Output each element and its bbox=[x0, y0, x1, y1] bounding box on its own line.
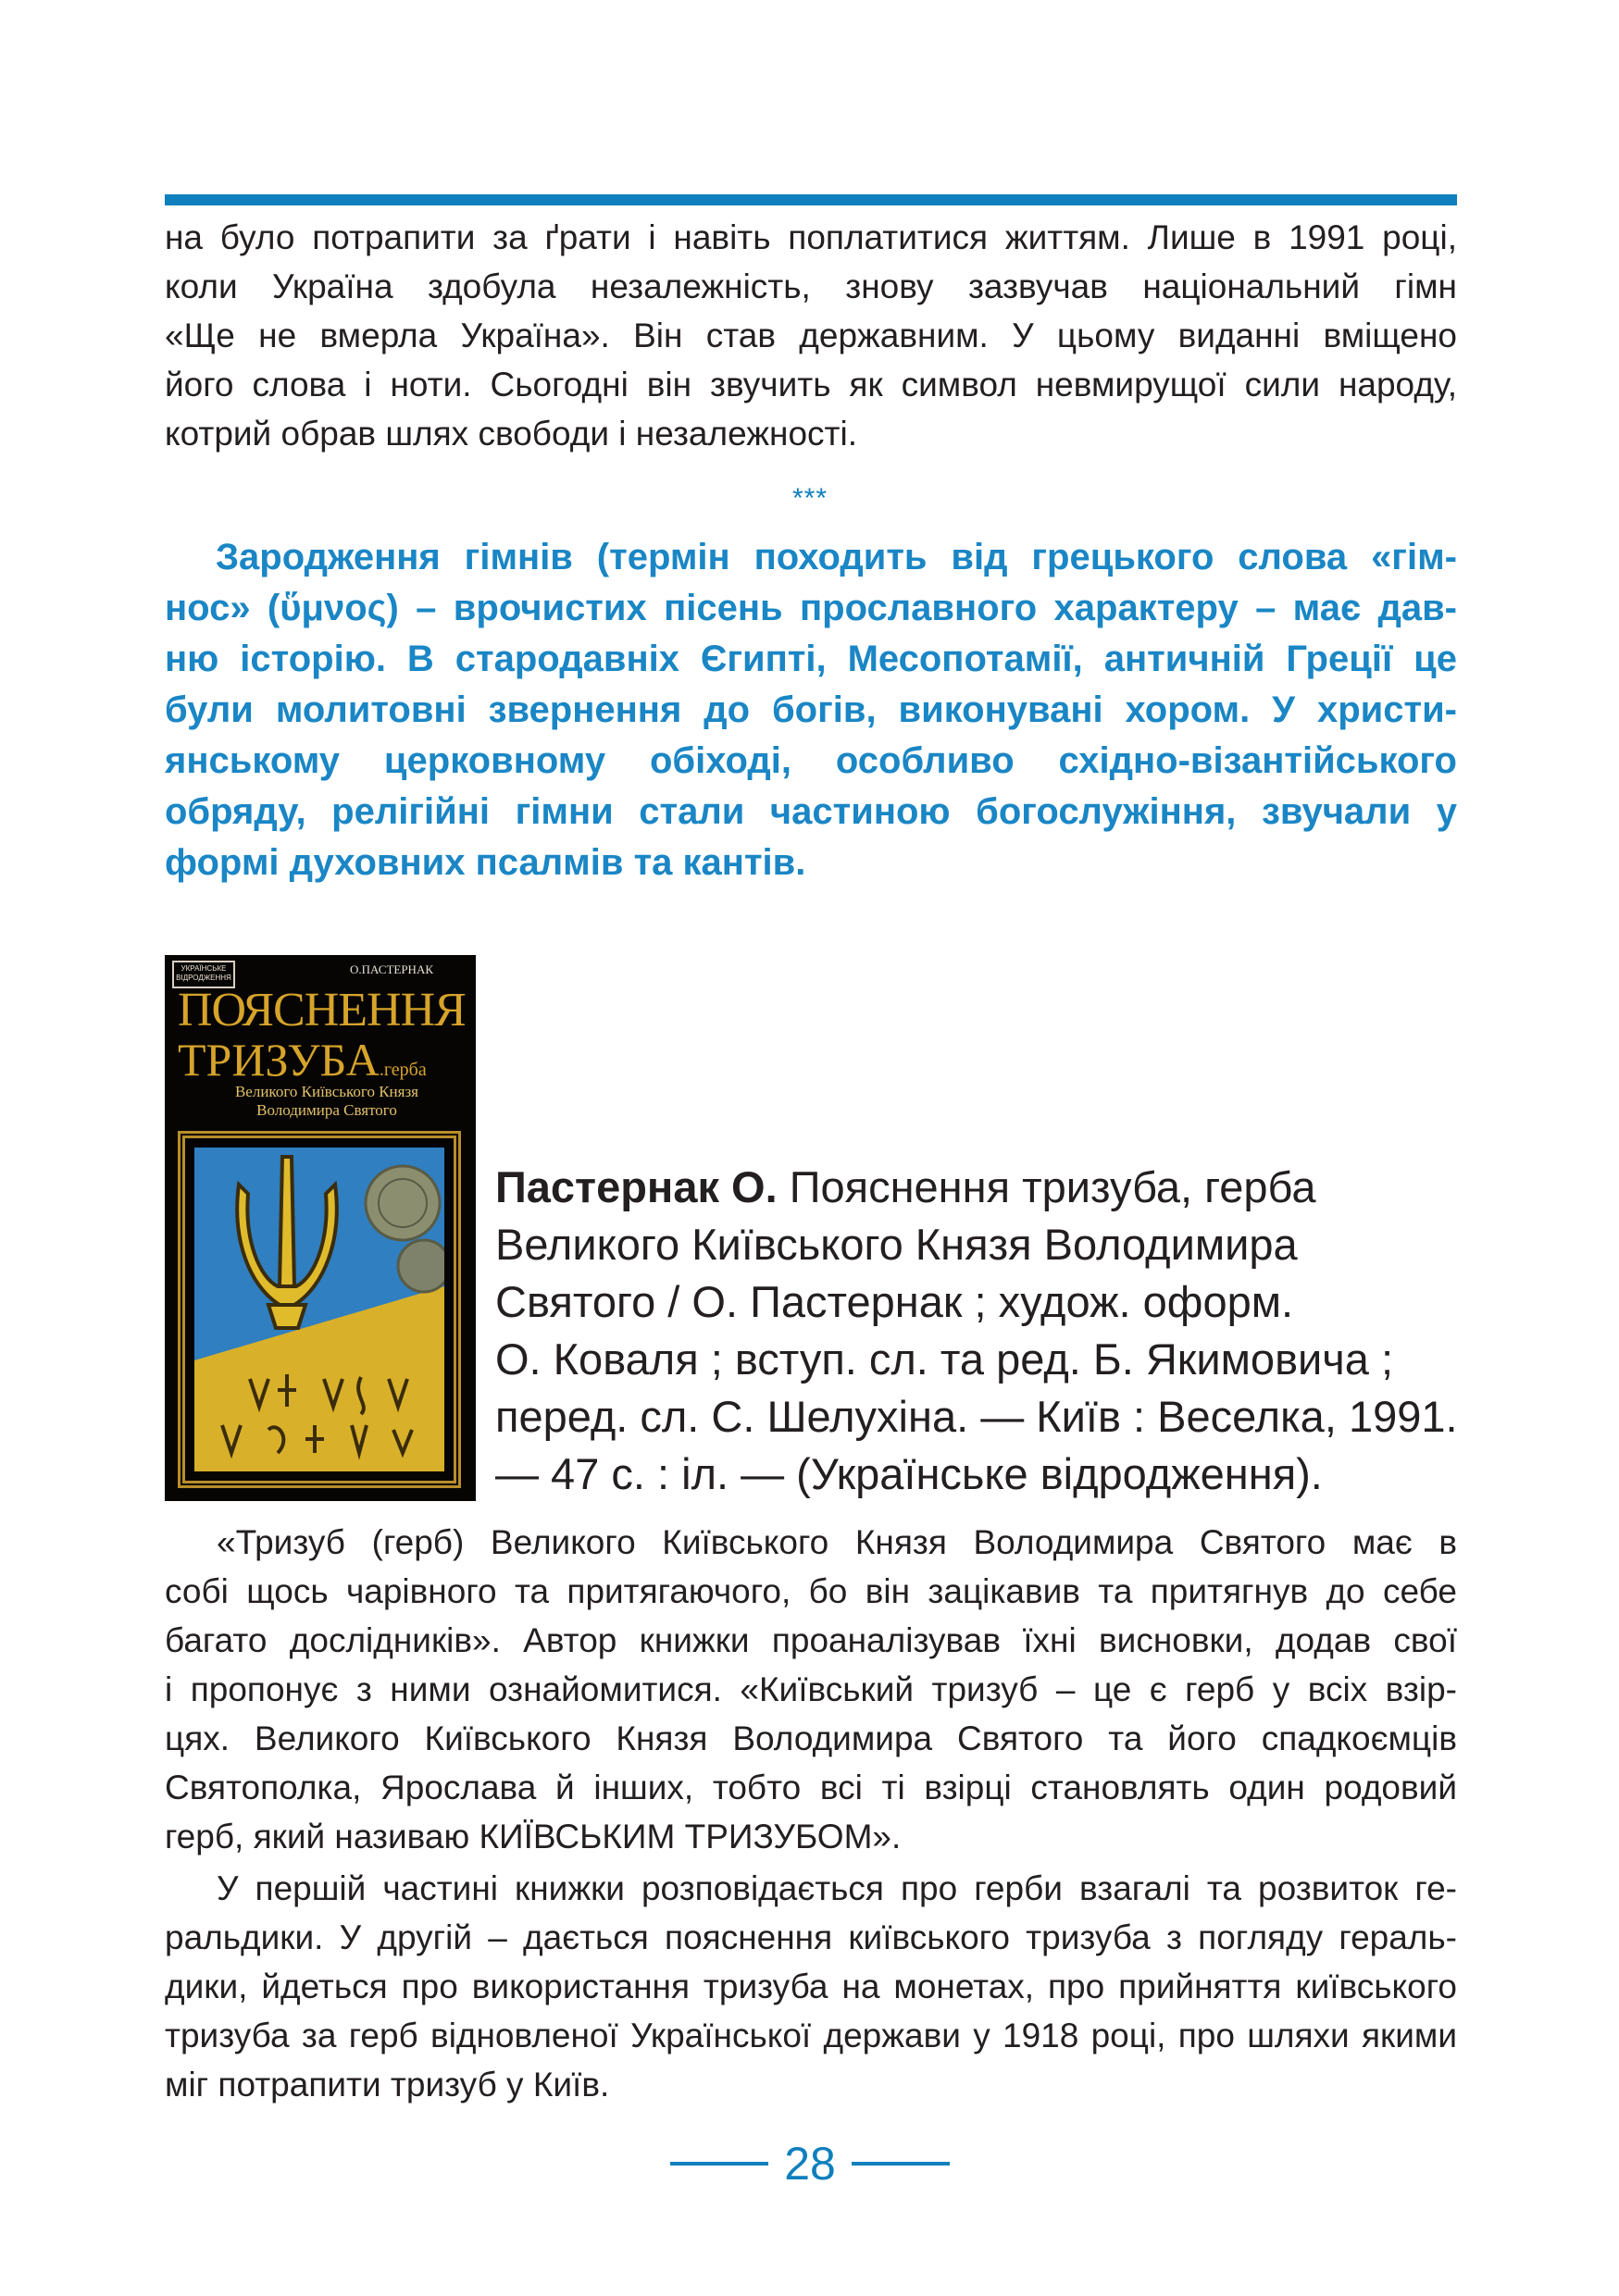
citation-author: Пастернак О. bbox=[495, 1162, 778, 1211]
cover-subtitle-line: Великого Київського Князя bbox=[234, 1083, 419, 1100]
text-line: герб, який називаю КИЇВСЬКИМ ТРИЗУБОМ». bbox=[165, 1818, 902, 1855]
text-line: були молитовні звернення до богів, виконувані хором. У христи- bbox=[165, 689, 1457, 730]
text-line: собі щось чарівного та притягаючого, бо він зацікавив та притягнув до себе bbox=[165, 1572, 1457, 1610]
cover-subtitle bbox=[193, 1083, 461, 1120]
text-line: його слова і ноти. Сьогодні він звучить як символ невмирущої сили народу, bbox=[165, 366, 1457, 403]
text-line: нос» (ὕμνος) – врочистих пісень прославного характеру – має дав- bbox=[165, 588, 1457, 628]
cover-artwork-svg bbox=[194, 1148, 444, 1471]
cover-author: О.ПАСТЕРНАК bbox=[350, 962, 433, 976]
book-cover-image bbox=[165, 955, 476, 1501]
cover-subtitle-line: Володимира Святого bbox=[256, 1101, 397, 1119]
text-line: на було потрапити за ґрати і навіть поплатитися життям. Лише в 1991 році, bbox=[165, 218, 1457, 256]
text-line: котрий обрав шлях свободи і незалежності. bbox=[165, 415, 857, 453]
footer-rule-right bbox=[852, 2162, 950, 2166]
citation-line bbox=[495, 1159, 1467, 1216]
highlight-paragraph bbox=[165, 532, 1457, 888]
text-line: ню історію. В стародавніх Єгипті, Месопотамії, античній Греції це bbox=[165, 639, 1457, 679]
text-line: Зародження гімнів (термін походить від грецького слова «гім- bbox=[216, 537, 1457, 577]
text-line: Святополка, Ярослава й інших, тобто всі ті взірці становлять один родовий bbox=[165, 1769, 1457, 1806]
top-rule bbox=[165, 194, 1457, 205]
cover-title-suffix: .герба bbox=[379, 1060, 427, 1080]
text-line: формі духовних псалмів та кантів. bbox=[165, 842, 806, 883]
body-paragraph-1 bbox=[165, 1518, 1457, 1861]
intro-paragraph bbox=[165, 213, 1457, 458]
text-line: і пропонує з ними ознайомитися. «Київський тризуб – це є герб у всіх взір- bbox=[165, 1670, 1457, 1708]
text-line: обряду, релігійні гімни стали частиною богослужіння, звучали у bbox=[165, 791, 1457, 832]
text-line: «Ще не вмерла Україна». Він став державним. У цьому виданні вміщено bbox=[165, 316, 1457, 354]
bibliographic-citation bbox=[495, 1159, 1467, 1503]
text-line: коли Україна здобула незалежність, знову зазвучав національний гімн bbox=[165, 267, 1457, 305]
text-line: «Тризуб (герб) Великого Київського Князя Володимира Святого має в bbox=[217, 1523, 1457, 1561]
citation-line: Великого Київського Князя Володимира bbox=[495, 1220, 1298, 1269]
cover-title-line2 bbox=[178, 1033, 427, 1086]
body-paragraph-2 bbox=[165, 1864, 1457, 2109]
citation-line: Святого / О. Пастернак ; худож. оформ. bbox=[495, 1277, 1294, 1326]
cover-series-label: УКРАЇНСЬКЕ ВІДРОДЖЕННЯ bbox=[172, 961, 235, 988]
page-number: 28 bbox=[784, 2138, 836, 2190]
section-separator: *** bbox=[791, 483, 828, 514]
text-line: цях. Великого Київського Князя Володимира Святого та його спадкоємців bbox=[165, 1719, 1457, 1757]
text-line: янському церковному обіході, особливо східно-візантійського bbox=[165, 740, 1457, 781]
citation-line: О. Коваля ; вступ. сл. та ред. Б. Якимовича ; bbox=[495, 1334, 1394, 1384]
cover-title-line1: ПОЯСНЕННЯ bbox=[178, 984, 466, 1036]
cover-artwork bbox=[194, 1148, 444, 1471]
page-footer bbox=[0, 2138, 1619, 2190]
citation-line: — 47 с. : іл. — (Українське відродження). bbox=[495, 1449, 1323, 1498]
text-line: ральдики. У другій – дається пояснення київського тризуба з погляду гераль- bbox=[165, 1918, 1457, 1956]
text-line: дики, йдеться про використання тризуба на монетах, про прийняття київського bbox=[165, 1967, 1457, 2005]
citation-line: перед. сл. С. Шелухіна. — Київ : Веселка, 1991. bbox=[495, 1392, 1458, 1441]
citation-title-start: Пояснення тризуба, герба bbox=[777, 1162, 1316, 1211]
text-line: У першій частині книжки розповідається про герби взагалі та розвиток ге- bbox=[217, 1869, 1457, 1907]
text-line: міг потрапити тризуб у Київ. bbox=[165, 2066, 610, 2104]
text-line: тризуба за герб відновленої Української держави у 1918 році, про шляхи якими bbox=[165, 2017, 1457, 2054]
cover-title-word: ТРИЗУБА bbox=[178, 1034, 380, 1086]
text-line: багато дослідників». Автор книжки проаналізував їхні висновки, додав свої bbox=[165, 1621, 1457, 1659]
footer-rule-left bbox=[670, 2162, 768, 2166]
